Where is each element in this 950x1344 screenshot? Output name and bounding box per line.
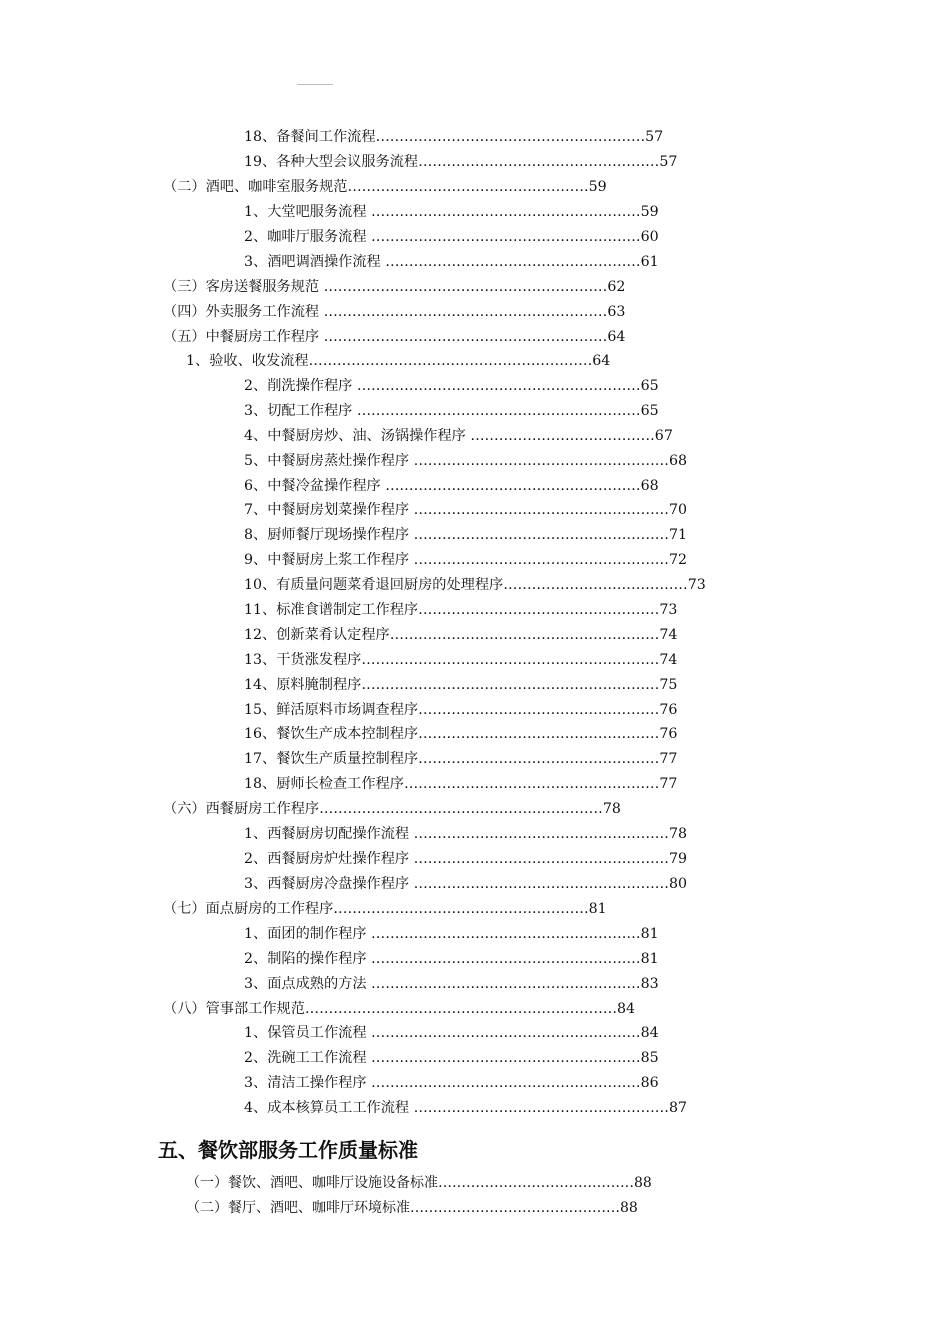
toc-entry-title: （三）客房送餐服务规范 bbox=[163, 279, 320, 295]
toc-entry[interactable] bbox=[244, 202, 714, 222]
toc-entry[interactable] bbox=[244, 675, 714, 695]
toc-entry[interactable] bbox=[244, 824, 714, 844]
toc-entry[interactable] bbox=[244, 500, 714, 520]
toc-entry-title: 3、切配工作程序 bbox=[244, 403, 353, 419]
toc-entry[interactable] bbox=[244, 152, 714, 172]
toc-leader-dots: …………………………………………… bbox=[418, 602, 660, 618]
toc-page-number: 76 bbox=[659, 726, 678, 742]
section-heading: 五、餐饮部服务工作质量标准 bbox=[158, 1138, 418, 1162]
toc-entry-title: 3、西餐厨房冷盘操作程序 bbox=[244, 876, 410, 892]
toc-leader-dots: …………………………………………………… bbox=[308, 353, 593, 369]
toc-entry[interactable] bbox=[163, 177, 683, 197]
toc-leader-dots: …………………………………………………… bbox=[319, 329, 608, 345]
toc-page-number: 71 bbox=[668, 527, 688, 543]
toc-leader-dots: ………………………………………………… bbox=[366, 1075, 641, 1091]
toc-page-number: 73 bbox=[659, 602, 678, 618]
toc-leader-dots: ………………………………………………… bbox=[366, 951, 641, 967]
toc-leader-dots: …………………………………………… bbox=[418, 726, 660, 742]
toc-leader-dots: ………………………………………………… bbox=[366, 229, 641, 245]
toc-entry-title: 2、西餐厨房炉灶操作程序 bbox=[244, 851, 410, 867]
toc-page-number: 87 bbox=[668, 1100, 688, 1116]
toc-entry[interactable] bbox=[244, 949, 714, 969]
toc-leader-dots: …………………………………………………… bbox=[319, 279, 608, 295]
toc-page-number: 59 bbox=[640, 204, 659, 220]
toc-page-number: 81 bbox=[588, 901, 607, 917]
toc-page-number: 80 bbox=[668, 876, 688, 892]
toc-entry-title: （二）酒吧、咖啡室服务规范 bbox=[163, 179, 348, 195]
toc-page-number: 88 bbox=[620, 1200, 638, 1216]
toc-entry[interactable] bbox=[244, 550, 714, 570]
toc-entry[interactable] bbox=[163, 327, 683, 347]
toc-page-number: 83 bbox=[640, 976, 659, 992]
toc-entry-title: 15、鲜活原料市场调查程序 bbox=[244, 702, 419, 718]
toc-entry[interactable] bbox=[163, 799, 683, 819]
toc-leader-dots: …………………………………………… bbox=[347, 179, 589, 195]
toc-entry-title: 1、验收、收发流程 bbox=[186, 353, 309, 369]
toc-leader-dots: ……………………………………………… bbox=[403, 776, 660, 792]
toc-entry[interactable] bbox=[244, 401, 714, 421]
toc-page-number: 68 bbox=[640, 478, 659, 494]
toc-leader-dots: ……………………………………………… bbox=[409, 502, 669, 518]
toc-entry[interactable] bbox=[244, 575, 714, 595]
toc-entry-title: 14、原料腌制程序 bbox=[244, 677, 362, 693]
toc-page-number: 70 bbox=[668, 502, 688, 518]
toc-leader-dots: …………………………………… bbox=[438, 1175, 634, 1191]
toc-entry-title: 1、面团的制作程序 bbox=[244, 926, 367, 942]
toc-entry-title: 2、洗碗工工作流程 bbox=[244, 1050, 367, 1066]
toc-entry-title: 12、创新菜肴认定程序 bbox=[244, 627, 390, 643]
toc-page-number: 77 bbox=[659, 751, 678, 767]
toc-leader-dots: …………………………………………… bbox=[418, 751, 660, 767]
toc-entry-title: （七）面点厨房的工作程序 bbox=[163, 901, 334, 917]
toc-page-number: 74 bbox=[659, 652, 678, 668]
toc-entry[interactable] bbox=[244, 600, 714, 620]
toc-entry-title: 1、大堂吧服务流程 bbox=[244, 204, 367, 220]
toc-leader-dots: ………………………………………………… bbox=[366, 1050, 641, 1066]
toc-entry[interactable] bbox=[244, 1073, 714, 1093]
toc-entry-title: 2、咖啡厅服务流程 bbox=[244, 229, 367, 245]
toc-leader-dots: …………………………………………………… bbox=[352, 403, 641, 419]
toc-page-number: 84 bbox=[617, 1001, 636, 1017]
toc-entry-title: 5、中餐厨房蒸灶操作程序 bbox=[244, 453, 410, 469]
toc-page-number: 74 bbox=[659, 627, 678, 643]
toc-entry[interactable] bbox=[244, 974, 714, 994]
toc-entry-title: 2、削洗操作程序 bbox=[244, 378, 353, 394]
toc-page-number: 65 bbox=[640, 378, 659, 394]
toc-page-number: 73 bbox=[687, 577, 706, 593]
toc-entry[interactable] bbox=[186, 351, 656, 371]
toc-leader-dots: ………………………………… bbox=[503, 577, 688, 593]
toc-entry-title: 3、面点成熟的方法 bbox=[244, 976, 367, 992]
toc-page-number: 85 bbox=[640, 1050, 659, 1066]
toc-entry-title: 11、标准食谱制定工作程序 bbox=[244, 602, 419, 618]
toc-entry-title: 1、西餐厨房切配操作流程 bbox=[244, 826, 410, 842]
toc-leader-dots: ……………………………………………………… bbox=[361, 652, 660, 668]
toc-entry[interactable] bbox=[244, 127, 714, 147]
toc-page-number: 64 bbox=[607, 329, 626, 345]
toc-entry-title: 17、餐饮生产质量控制程序 bbox=[244, 751, 419, 767]
toc-entry-title: 3、酒吧调酒操作流程 bbox=[244, 254, 381, 270]
toc-entry[interactable] bbox=[244, 1023, 714, 1043]
header-rule bbox=[297, 84, 333, 85]
toc-entry[interactable] bbox=[244, 774, 714, 794]
toc-leader-dots: ……………………………………………… bbox=[333, 901, 589, 917]
toc-leader-dots: ………………………………… bbox=[465, 428, 655, 444]
toc-entry-title: （四）外卖服务工作流程 bbox=[163, 304, 320, 320]
toc-leader-dots: ………………………………………………… bbox=[389, 627, 660, 643]
toc-leader-dots: …………………………………………… bbox=[418, 702, 660, 718]
toc-page-number: 79 bbox=[668, 851, 688, 867]
toc-page-number: 78 bbox=[602, 801, 621, 817]
toc-leader-dots: ……………………………………………… bbox=[409, 552, 669, 568]
toc-entry-title: 7、中餐厨房划菜操作程序 bbox=[244, 502, 410, 518]
toc-entry-title: （二）餐厅、酒吧、咖啡厅环境标准 bbox=[186, 1200, 410, 1216]
toc-entry[interactable] bbox=[244, 451, 714, 471]
toc-entry-title: 2、制陷的操作程序 bbox=[244, 951, 367, 967]
toc-leader-dots: ………………………………………………… bbox=[366, 976, 641, 992]
toc-entry[interactable] bbox=[244, 724, 714, 744]
toc-entry-title: 4、成本核算员工工作流程 bbox=[244, 1100, 410, 1116]
toc-page-number: 81 bbox=[640, 926, 659, 942]
toc-leader-dots: …………………………………………… bbox=[418, 154, 660, 170]
toc-entry-title: （五）中餐厨房工作程序 bbox=[163, 329, 320, 345]
toc-leader-dots: …………………………………………………… bbox=[319, 304, 608, 320]
toc-page-number: 75 bbox=[659, 677, 678, 693]
toc-leader-dots: ……………………………………………… bbox=[409, 851, 669, 867]
toc-entry-title: 6、中餐冷盆操作程序 bbox=[244, 478, 381, 494]
toc-entry-title: 3、清洁工操作程序 bbox=[244, 1075, 367, 1091]
toc-entry-title: （一）餐饮、酒吧、咖啡厅设施设备标准 bbox=[186, 1175, 438, 1191]
toc-entry[interactable] bbox=[244, 426, 714, 446]
toc-page-number: 65 bbox=[640, 403, 659, 419]
toc-page-number: 60 bbox=[640, 229, 659, 245]
toc-entry[interactable] bbox=[186, 1173, 706, 1193]
toc-entry-title: 4、中餐厨房炒、油、汤锅操作程序 bbox=[244, 428, 466, 444]
toc-page-number: 62 bbox=[607, 279, 626, 295]
toc-page-number: 57 bbox=[659, 154, 678, 170]
toc-entry-title: 1、保管员工作流程 bbox=[244, 1025, 367, 1041]
toc-entry[interactable] bbox=[244, 1098, 714, 1118]
toc-entry-title: 16、餐饮生产成本控制程序 bbox=[244, 726, 419, 742]
toc-entry-title: 18、备餐间工作流程 bbox=[244, 129, 376, 145]
toc-entry[interactable] bbox=[244, 924, 714, 944]
toc-leader-dots: ……………………………………………… bbox=[380, 254, 641, 270]
toc-entry-title: （六）西餐厨房工作程序 bbox=[163, 801, 320, 817]
toc-entry[interactable] bbox=[244, 227, 714, 247]
toc-entry-title: （八）管事部工作规范 bbox=[163, 1001, 305, 1017]
toc-entry[interactable] bbox=[244, 849, 714, 869]
toc-entry[interactable] bbox=[244, 874, 714, 894]
toc-entry-title: 19、各种大型会议服务流程 bbox=[244, 154, 419, 170]
toc-entry-title: 10、有质量问题菜肴退回厨房的处理程序 bbox=[244, 577, 504, 593]
toc-leader-dots: …………………………………………………… bbox=[319, 801, 603, 817]
toc-entry-title: 18、厨师长检查工作程序 bbox=[244, 776, 404, 792]
toc-page-number: 78 bbox=[668, 826, 688, 842]
toc-leader-dots: ……………………………………………………… bbox=[361, 677, 660, 693]
toc-entry[interactable] bbox=[244, 700, 714, 720]
toc-leader-dots: ………………………………………………… bbox=[366, 926, 641, 942]
toc-entry[interactable] bbox=[186, 1198, 706, 1218]
toc-leader-dots: ……………………………………………… bbox=[409, 527, 669, 543]
toc-page-number: 88 bbox=[634, 1175, 652, 1191]
toc-entry[interactable] bbox=[244, 476, 714, 496]
toc-page-number: 72 bbox=[668, 552, 688, 568]
toc-entry[interactable] bbox=[163, 277, 683, 297]
toc-leader-dots: ……………………………………………… bbox=[380, 478, 641, 494]
toc-page-number: 77 bbox=[659, 776, 678, 792]
toc-page-number: 81 bbox=[640, 951, 659, 967]
toc-page-number: 67 bbox=[654, 428, 673, 444]
toc-page-number: 68 bbox=[668, 453, 688, 469]
toc-leader-dots: ………………………………………………… bbox=[375, 129, 646, 145]
toc-leader-dots: ………………………………………………… bbox=[366, 1025, 641, 1041]
toc-entry[interactable] bbox=[244, 1048, 714, 1068]
toc-leader-dots: ………………………………………………… bbox=[366, 204, 641, 220]
toc-entry[interactable] bbox=[163, 899, 683, 919]
toc-leader-dots: ……………………………………………… bbox=[409, 453, 669, 469]
toc-leader-dots: ……………………………………… bbox=[410, 1200, 620, 1216]
toc-entry[interactable] bbox=[244, 625, 714, 645]
toc-page-number: 86 bbox=[640, 1075, 659, 1091]
toc-leader-dots: ………………………………………………………… bbox=[304, 1001, 618, 1017]
toc-entry[interactable] bbox=[244, 749, 714, 769]
toc-page-number: 61 bbox=[640, 254, 659, 270]
toc-page-number: 59 bbox=[588, 179, 607, 195]
toc-page-number: 76 bbox=[659, 702, 678, 718]
toc-entry[interactable] bbox=[244, 525, 714, 545]
toc-entry-title: 8、厨师餐厅现场操作程序 bbox=[244, 527, 410, 543]
toc-page-number: 63 bbox=[607, 304, 626, 320]
toc-page-number: 57 bbox=[645, 129, 664, 145]
toc-entry-title: 13、干货涨发程序 bbox=[244, 652, 362, 668]
toc-leader-dots: …………………………………………………… bbox=[352, 378, 641, 394]
toc-entry[interactable] bbox=[163, 999, 683, 1019]
toc-entry-title: 9、中餐厨房上浆工作程序 bbox=[244, 552, 410, 568]
toc-leader-dots: ……………………………………………… bbox=[409, 1100, 669, 1116]
toc-entry[interactable] bbox=[244, 650, 714, 670]
toc-page-number: 64 bbox=[592, 353, 611, 369]
toc-leader-dots: ……………………………………………… bbox=[409, 876, 669, 892]
toc-entry[interactable] bbox=[244, 252, 714, 272]
toc-page-number: 84 bbox=[640, 1025, 659, 1041]
toc-leader-dots: ……………………………………………… bbox=[409, 826, 669, 842]
toc-entry[interactable] bbox=[244, 376, 714, 396]
toc-entry[interactable] bbox=[163, 302, 683, 322]
